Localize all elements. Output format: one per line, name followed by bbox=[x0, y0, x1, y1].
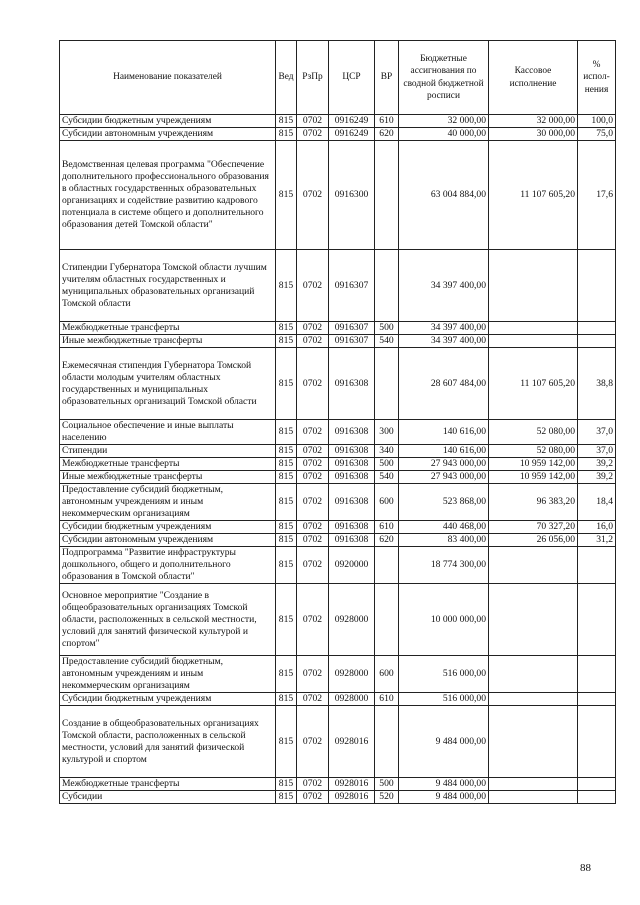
table-row bbox=[60, 348, 616, 420]
row-cash-execution bbox=[489, 322, 578, 335]
table-row bbox=[60, 420, 616, 445]
row-ved: 815 bbox=[276, 791, 297, 804]
row-assignments: 516 000,00 bbox=[399, 693, 489, 706]
row-vr bbox=[375, 706, 399, 778]
table-row bbox=[60, 791, 616, 804]
row-ved: 815 bbox=[276, 547, 297, 584]
row-percent: 16,0 bbox=[578, 521, 616, 534]
row-vr: 610 bbox=[375, 115, 399, 128]
row-rzpr: 0702 bbox=[297, 534, 329, 547]
row-vr: 600 bbox=[375, 484, 399, 521]
row-vr: 540 bbox=[375, 471, 399, 484]
row-rzpr: 0702 bbox=[297, 141, 329, 250]
row-name: Субсидии бюджетным учреждениям bbox=[60, 521, 276, 534]
row-assignments: 28 607 484,00 bbox=[399, 348, 489, 420]
row-vr: 610 bbox=[375, 521, 399, 534]
row-assignments: 40 000,00 bbox=[399, 128, 489, 141]
row-percent: 37,0 bbox=[578, 420, 616, 445]
row-csr: 0916308 bbox=[329, 458, 375, 471]
table-row bbox=[60, 693, 616, 706]
row-vr bbox=[375, 584, 399, 656]
row-name: Стипендии bbox=[60, 445, 276, 458]
row-ved: 815 bbox=[276, 250, 297, 322]
row-name: Субсидии бюджетным учреждениям bbox=[60, 115, 276, 128]
row-assignments: 83 400,00 bbox=[399, 534, 489, 547]
row-percent: 17,6 bbox=[578, 141, 616, 250]
row-ved: 815 bbox=[276, 656, 297, 693]
row-vr: 540 bbox=[375, 335, 399, 348]
row-ved: 815 bbox=[276, 445, 297, 458]
row-percent bbox=[578, 322, 616, 335]
row-vr: 340 bbox=[375, 445, 399, 458]
row-name: Иные межбюджетные трансферты bbox=[60, 335, 276, 348]
row-cash-execution: 32 000,00 bbox=[489, 115, 578, 128]
row-name: Межбюджетные трансферты bbox=[60, 458, 276, 471]
row-assignments: 34 397 400,00 bbox=[399, 322, 489, 335]
row-assignments: 18 774 300,00 bbox=[399, 547, 489, 584]
row-rzpr: 0702 bbox=[297, 335, 329, 348]
row-vr: 520 bbox=[375, 791, 399, 804]
row-csr: 0916308 bbox=[329, 521, 375, 534]
row-name: Межбюджетные трансферты bbox=[60, 778, 276, 791]
row-name: Иные межбюджетные трансферты bbox=[60, 471, 276, 484]
header-vr: ВР bbox=[375, 41, 399, 115]
row-rzpr: 0702 bbox=[297, 484, 329, 521]
row-ved: 815 bbox=[276, 534, 297, 547]
row-csr: 0928000 bbox=[329, 693, 375, 706]
row-rzpr: 0702 bbox=[297, 445, 329, 458]
table-row bbox=[60, 115, 616, 128]
row-csr: 0928000 bbox=[329, 584, 375, 656]
row-ved: 815 bbox=[276, 471, 297, 484]
row-assignments: 9 484 000,00 bbox=[399, 778, 489, 791]
row-assignments: 523 868,00 bbox=[399, 484, 489, 521]
row-assignments: 34 397 400,00 bbox=[399, 250, 489, 322]
row-assignments: 140 616,00 bbox=[399, 420, 489, 445]
table-row bbox=[60, 471, 616, 484]
row-ved: 815 bbox=[276, 141, 297, 250]
row-name: Субсидии бюджетным учреждениям bbox=[60, 693, 276, 706]
row-assignments: 10 000 000,00 bbox=[399, 584, 489, 656]
row-assignments: 27 943 000,00 bbox=[399, 471, 489, 484]
row-percent bbox=[578, 706, 616, 778]
row-cash-execution: 10 959 142,00 bbox=[489, 471, 578, 484]
header-name: Наименование показателей bbox=[60, 41, 276, 115]
row-csr: 0928016 bbox=[329, 791, 375, 804]
table-row bbox=[60, 458, 616, 471]
row-vr bbox=[375, 348, 399, 420]
row-csr: 0928016 bbox=[329, 778, 375, 791]
row-name: Ведомственная целевая программа "Обеспечение дополнительного профессионального образования в областных государственных образовательных организациях и содействие развитию кадрового потенциала в системе общего и дополнительного образования детей Томской области" bbox=[60, 141, 276, 250]
row-name: Субсидии автономным учреждениям bbox=[60, 534, 276, 547]
row-cash-execution bbox=[489, 693, 578, 706]
row-ved: 815 bbox=[276, 484, 297, 521]
row-assignments: 140 616,00 bbox=[399, 445, 489, 458]
row-cash-execution bbox=[489, 706, 578, 778]
table-row bbox=[60, 656, 616, 693]
row-cash-execution bbox=[489, 584, 578, 656]
row-rzpr: 0702 bbox=[297, 128, 329, 141]
row-name: Предоставление субсидий бюджетным, автономным учреждениям и иным некоммерческим организациям bbox=[60, 656, 276, 693]
row-percent bbox=[578, 584, 616, 656]
row-cash-execution bbox=[489, 250, 578, 322]
row-name: Стипендии Губернатора Томской области лучшим учителям областных государственных и муниципальных образовательных организаций Томской области bbox=[60, 250, 276, 322]
table-row bbox=[60, 250, 616, 322]
row-csr: 0916307 bbox=[329, 322, 375, 335]
row-percent bbox=[578, 778, 616, 791]
row-rzpr: 0702 bbox=[297, 584, 329, 656]
row-vr: 620 bbox=[375, 128, 399, 141]
row-csr: 0916308 bbox=[329, 420, 375, 445]
row-name: Основное мероприятие "Создание в общеобразовательных организациях Томской области, расположенных в сельской местности, условий для занятий физической культурой и спортом" bbox=[60, 584, 276, 656]
row-ved: 815 bbox=[276, 778, 297, 791]
row-assignments: 32 000,00 bbox=[399, 115, 489, 128]
row-vr: 500 bbox=[375, 778, 399, 791]
row-csr: 0916300 bbox=[329, 141, 375, 250]
row-rzpr: 0702 bbox=[297, 115, 329, 128]
row-name: Субсидии автономным учреждениям bbox=[60, 128, 276, 141]
row-cash-execution: 70 327,20 bbox=[489, 521, 578, 534]
row-percent bbox=[578, 791, 616, 804]
row-csr: 0916307 bbox=[329, 335, 375, 348]
header-assignments: Бюджетные ассигнования по сводной бюджетной росписи bbox=[399, 41, 489, 115]
row-percent: 31,2 bbox=[578, 534, 616, 547]
row-cash-execution: 30 000,00 bbox=[489, 128, 578, 141]
row-percent bbox=[578, 693, 616, 706]
row-rzpr: 0702 bbox=[297, 458, 329, 471]
row-ved: 815 bbox=[276, 335, 297, 348]
row-vr: 500 bbox=[375, 458, 399, 471]
row-percent: 18,4 bbox=[578, 484, 616, 521]
budget-table bbox=[59, 40, 616, 804]
row-cash-execution bbox=[489, 778, 578, 791]
row-vr: 300 bbox=[375, 420, 399, 445]
row-ved: 815 bbox=[276, 348, 297, 420]
row-csr: 0916308 bbox=[329, 484, 375, 521]
table-row bbox=[60, 547, 616, 584]
row-csr: 0916308 bbox=[329, 445, 375, 458]
row-cash-execution bbox=[489, 656, 578, 693]
row-rzpr: 0702 bbox=[297, 322, 329, 335]
row-percent bbox=[578, 335, 616, 348]
row-cash-execution bbox=[489, 335, 578, 348]
row-assignments: 440 468,00 bbox=[399, 521, 489, 534]
row-rzpr: 0702 bbox=[297, 420, 329, 445]
row-ved: 815 bbox=[276, 458, 297, 471]
row-name: Создание в общеобразовательных организациях Томской области, расположенных в сельской местности, условий для занятий физической культурой и спортом bbox=[60, 706, 276, 778]
row-vr: 500 bbox=[375, 322, 399, 335]
row-cash-execution bbox=[489, 791, 578, 804]
row-csr: 0916308 bbox=[329, 471, 375, 484]
row-csr: 0920000 bbox=[329, 547, 375, 584]
row-rzpr: 0702 bbox=[297, 693, 329, 706]
row-name: Подпрограмма "Развитие инфраструктуры дошкольного, общего и дополнительного образования в Томской области" bbox=[60, 547, 276, 584]
table-row bbox=[60, 521, 616, 534]
row-percent bbox=[578, 656, 616, 693]
row-ved: 815 bbox=[276, 128, 297, 141]
row-cash-execution: 10 959 142,00 bbox=[489, 458, 578, 471]
header-rzpr: РзПр bbox=[297, 41, 329, 115]
row-percent: 39,2 bbox=[578, 471, 616, 484]
row-vr: 620 bbox=[375, 534, 399, 547]
row-cash-execution: 26 056,00 bbox=[489, 534, 578, 547]
row-rzpr: 0702 bbox=[297, 706, 329, 778]
row-rzpr: 0702 bbox=[297, 250, 329, 322]
row-rzpr: 0702 bbox=[297, 791, 329, 804]
row-ved: 815 bbox=[276, 521, 297, 534]
row-rzpr: 0702 bbox=[297, 521, 329, 534]
table-row bbox=[60, 141, 616, 250]
header-ved: Вед bbox=[276, 41, 297, 115]
row-vr: 600 bbox=[375, 656, 399, 693]
header-percent: % испол-нения bbox=[578, 41, 616, 115]
row-rzpr: 0702 bbox=[297, 547, 329, 584]
row-name: Межбюджетные трансферты bbox=[60, 322, 276, 335]
row-name: Субсидии bbox=[60, 791, 276, 804]
row-assignments: 27 943 000,00 bbox=[399, 458, 489, 471]
header-cash-execution: Кассовое исполнение bbox=[489, 41, 578, 115]
row-vr bbox=[375, 141, 399, 250]
row-assignments: 516 000,00 bbox=[399, 656, 489, 693]
row-cash-execution: 96 383,20 bbox=[489, 484, 578, 521]
row-ved: 815 bbox=[276, 420, 297, 445]
row-assignments: 9 484 000,00 bbox=[399, 791, 489, 804]
row-name: Ежемесячная стипендия Губернатора Томской области молодым учителям областных государственных и муниципальных образовательных организаций Томской области bbox=[60, 348, 276, 420]
row-percent bbox=[578, 250, 616, 322]
row-ved: 815 bbox=[276, 584, 297, 656]
row-cash-execution: 52 080,00 bbox=[489, 445, 578, 458]
row-ved: 815 bbox=[276, 115, 297, 128]
row-csr: 0928000 bbox=[329, 656, 375, 693]
header-csr: ЦСР bbox=[329, 41, 375, 115]
row-csr: 0916308 bbox=[329, 348, 375, 420]
row-rzpr: 0702 bbox=[297, 656, 329, 693]
table-row bbox=[60, 484, 616, 521]
row-assignments: 9 484 000,00 bbox=[399, 706, 489, 778]
row-percent bbox=[578, 547, 616, 584]
row-percent: 100,0 bbox=[578, 115, 616, 128]
table-row bbox=[60, 584, 616, 656]
table-row bbox=[60, 778, 616, 791]
row-rzpr: 0702 bbox=[297, 348, 329, 420]
table-row bbox=[60, 335, 616, 348]
row-name: Предоставление субсидий бюджетным, автономным учреждениям и иным некоммерческим организациям bbox=[60, 484, 276, 521]
header-row bbox=[60, 41, 616, 115]
row-csr: 0916308 bbox=[329, 534, 375, 547]
row-cash-execution: 11 107 605,20 bbox=[489, 141, 578, 250]
row-percent: 75,0 bbox=[578, 128, 616, 141]
row-vr bbox=[375, 547, 399, 584]
table-row bbox=[60, 445, 616, 458]
table-row bbox=[60, 322, 616, 335]
row-csr: 0916249 bbox=[329, 128, 375, 141]
row-percent: 39,2 bbox=[578, 458, 616, 471]
row-assignments: 34 397 400,00 bbox=[399, 335, 489, 348]
row-cash-execution bbox=[489, 547, 578, 584]
row-rzpr: 0702 bbox=[297, 471, 329, 484]
row-percent: 38,8 bbox=[578, 348, 616, 420]
row-cash-execution: 11 107 605,20 bbox=[489, 348, 578, 420]
row-percent: 37,0 bbox=[578, 445, 616, 458]
row-csr: 0928016 bbox=[329, 706, 375, 778]
page-number: 88 bbox=[580, 862, 591, 874]
row-ved: 815 bbox=[276, 693, 297, 706]
table-row bbox=[60, 534, 616, 547]
row-ved: 815 bbox=[276, 322, 297, 335]
row-vr bbox=[375, 250, 399, 322]
row-cash-execution: 52 080,00 bbox=[489, 420, 578, 445]
row-rzpr: 0702 bbox=[297, 778, 329, 791]
budget-table-container bbox=[59, 40, 615, 804]
row-vr: 610 bbox=[375, 693, 399, 706]
row-assignments: 63 004 884,00 bbox=[399, 141, 489, 250]
table-row bbox=[60, 128, 616, 141]
row-ved: 815 bbox=[276, 706, 297, 778]
table-row bbox=[60, 706, 616, 778]
row-csr: 0916249 bbox=[329, 115, 375, 128]
row-csr: 0916307 bbox=[329, 250, 375, 322]
row-name: Социальное обеспечение и иные выплаты населению bbox=[60, 420, 276, 445]
